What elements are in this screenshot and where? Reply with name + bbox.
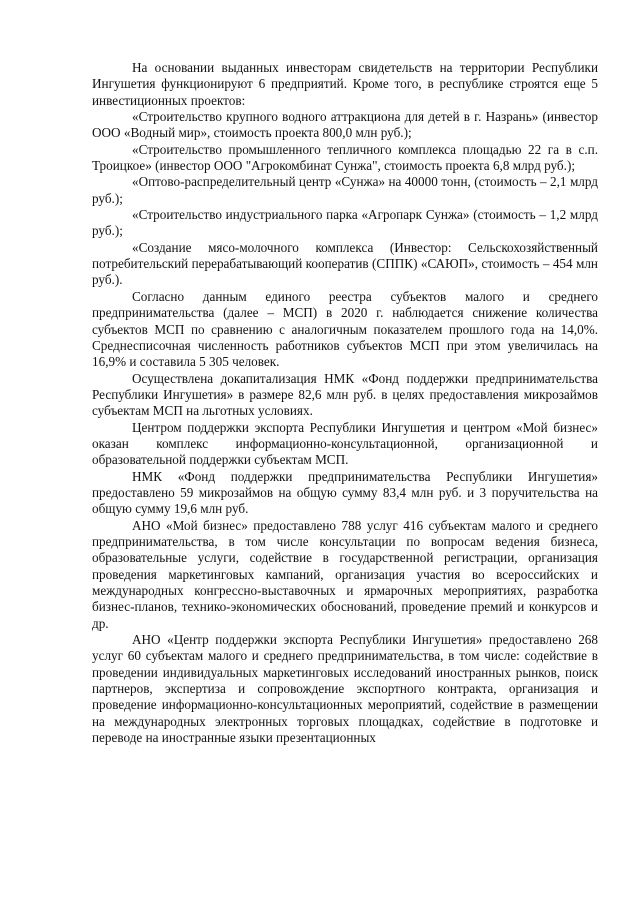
paragraph-support-centers: Центром поддержки экспорта Республики Ингушетия и центром «Мой бизнес» оказан комплекс информационно-консультационной, организационной и образовательной поддержки субъектам МСП.	[92, 419, 598, 468]
paragraph-microloans: НМК «Фонд поддержки предпринимательства Республики Ингушетия» предоставлено 59 микрозаймов на общую сумму 83,4 млн руб. и 3 поручительства на общую сумму 19,6 млн руб.	[92, 468, 598, 517]
document-page	[92, 60, 598, 746]
paragraph-recapitalization: Осуществлена докапитализация НМК «Фонд поддержки предпринимательства Республики Ингушетия» в размере 82,6 млн руб. в целях предоставления микрозаймов субъектам МСП на льготных условиях.	[92, 370, 598, 419]
paragraph-export-center: АНО «Центр поддержки экспорта Республики Ингушетия» предоставлено 268 услуг 60 субъектам малого и среднего предпринимательства, в том числе: содействие в проведении индивидуальных маркетинговых исследований иностранных рынков, поиск партнеров, экспертиза и сопровождение экспортного контракта, организация и проведение информационно-консультационных мероприятий, содействие в размещении на международных электронных торговых площадках, содействие в подготовке и переводе на иностранные языки презентационных	[92, 632, 598, 746]
paragraph-project-distribution-center: «Оптово-распределительный центр «Сунжа» на 40000 тонн, (стоимость – 2,1 млрд руб.);	[92, 174, 598, 206]
paragraph-sme-registry: Согласно данным единого реестра субъектов малого и среднего предпринимательства (далее – МСП) в 2020 г. наблюдается снижение количества субъектов МСП по сравнению с аналогичным показателем прошлого года на 14,0%. Среднесписочная численность работников субъектов МСП при этом увеличилась на 16,9% и составила 5 305 человек.	[92, 288, 598, 370]
paragraph-project-meat-dairy: «Создание мясо-молочного комплекса (Инвестор: Сельскохозяйственный потребительский перерабатывающий кооператив (СППК) «САЮП», стоимость – 454 млн руб.).	[92, 239, 598, 288]
paragraph-intro: На основании выданных инвесторам свидетельств на территории Республики Ингушетия функционируют 6 предприятий. Кроме того, в республике строятся еще 5 инвестиционных проектов:	[92, 60, 598, 108]
paragraph-project-water-park: «Строительство крупного водного аттракциона для детей в г. Назрань» (инвестор ООО «Водный мир», стоимость проекта 800,0 млн руб.);	[92, 109, 598, 141]
paragraph-project-industrial-park: «Строительство индустриального парка «Агропарк Сунжа» (стоимость – 1,2 млрд руб.);	[92, 207, 598, 239]
paragraph-project-greenhouse: «Строительство промышленного тепличного комплекса площадью 22 га в с.п. Троицкое» (инвестор ООО "Агрокомбинат Сунжа", стоимость проекта 6,8 млрд руб.);	[92, 141, 598, 174]
paragraph-my-business: АНО «Мой бизнес» предоставлено 788 услуг 416 субъектам малого и среднего предпринимательства, в том числе консультации по вопросам ведения бизнеса, образовательные услуги, содействие в государственной регистрации, организация проведения маркетинговых кампаний, организация участия во всероссийских и международных конгрессно-выставочных и ярмарочных мероприятиях, разработка бизнес-планов, технико-экономических обоснований, проведение премий и конкурсов и др.	[92, 517, 598, 631]
